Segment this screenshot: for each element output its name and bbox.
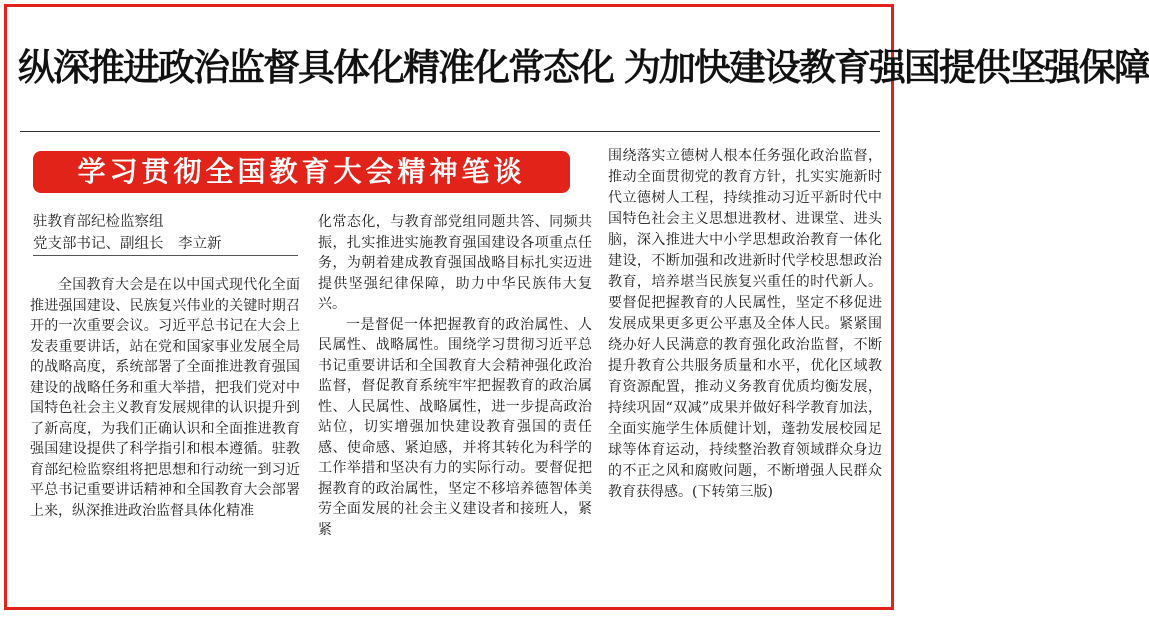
byline-rule [33,255,298,256]
paragraph-2: 一是督促一体把握教育的政治属性、人民属性、战略属性。围绕学习贯彻习近平总书记重要讲话和全国教育大会精神强化政治监督，督促教育系统牢牢把握教育的政治属性、人民属性、战略属性，进一步提高政治站位，切实增强加快建设教育强国的责任感、使命感、紧迫感，并将其转化为科学的工作举措和坚决有力的实际行动。要督促把握教育的政治属性，坚定不移培养德智体美劳全面发展的社会主义建设者和接班人，紧紧 [318,316,592,538]
article-headline: 纵深推进政治监督具体化精准化常态化 为加快建设教育强国提供坚强保障 [18,46,1149,89]
column-banner: 学习贯彻全国教育大会精神笔谈 [33,151,570,193]
paragraph-2-continued: 围绕落实立德树人根本任务强化政治监督，推动全面贯彻党的教育方针，扎实实施新时代立德树人工程，持续推动习近平新时代中国特色社会主义思想进教材、进课堂、进头脑，深入推进大中小学思想政治教育一体化建设，不断加强和改进新时代学校思想政治教育，培养堪当民族复兴重任的时代新人。要督促把握教育的人民属性，坚定不移促进发展成果更多更公平惠及全体人民。紧紧围绕办好人民满意的教育强化政治监督，不断提升教育公共服务质量和水平，优化区域教育资源配置，推动义务教育优质均衡发展，持续巩固“双减”成果并做好科学教育加法，全面实施学生体质健计划，蓬勃发展校园足球等体育运动，持续整治教育领域群众身边的不正之风和腐败问题，不断增强人民群众教育获得感。(下转第三版) [608,148,882,500]
author-byline [33,211,303,255]
text-column-1 [30,275,300,605]
text-column-3 [608,146,882,606]
author-organization: 驻教育部纪检监察组 [33,214,164,230]
paragraph-1-continued: 化常态化，与教育部党组同题共答、同频共振，扎实推进实施教育强国建设各项重点任务，为朝着建成教育强国战略目标扎实迈进提供坚强纪律保障，助力中华民族伟大复兴。 [318,214,592,312]
text-column-2 [318,212,592,605]
author-title-name: 党支部书记、副组长 李立新 [33,236,222,252]
headline-rule [20,131,880,132]
paragraph-1: 全国教育大会是在以中国式现代化全面推进强国建设、民族复兴伟业的关键时期召开的一次重要会议。习近平总书记在大会上发表重要讲话，站在党和国家事业发展全局的战略高度，系统部署了全面推进教育强国建设的战略任务和重大举措，把我们党对中国特色社会主义教育发展规律的认识提升到了新高度，为我们正确认识和全面推进教育强国建设提供了科学指引和根本遵循。驻教育部纪检监察组将把思想和行动统一到习近平总书记重要讲话精神和全国教育大会部署上来，纵深推进政治监督具体化精准 [30,277,300,519]
